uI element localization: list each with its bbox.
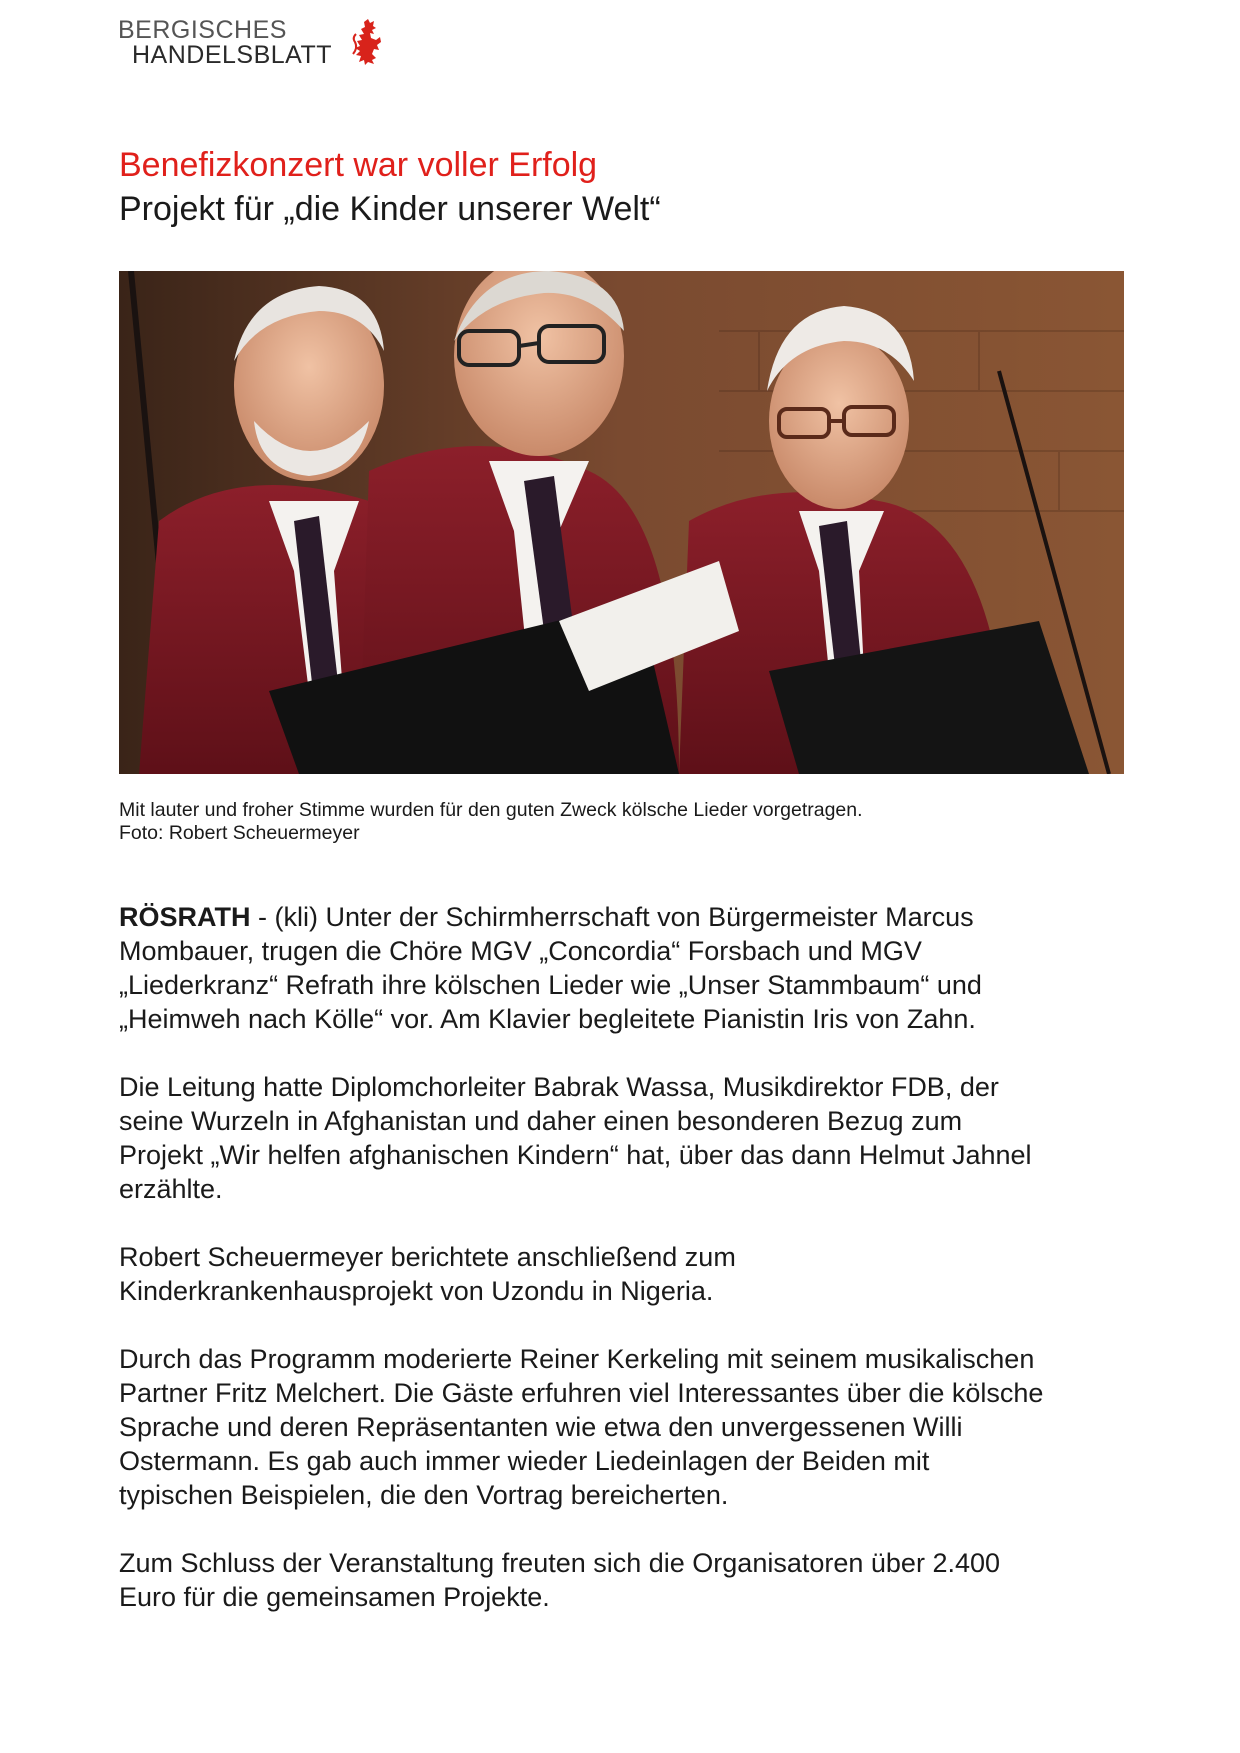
- article-headline: Projekt für „die Kinder unserer Welt“: [119, 190, 661, 228]
- paragraph-line: Die Leitung hatte Diplomchorleiter Babrak Wassa, Musikdirektor FDB, der: [119, 1072, 999, 1102]
- dateline: RÖSRATH: [119, 902, 251, 932]
- paragraph-line: seine Wurzeln in Afghanistan und daher einen besonderen Bezug zum: [119, 1106, 963, 1136]
- logo-text-line2: HANDELSBLATT: [132, 41, 333, 69]
- paragraph-5: [119, 1546, 1129, 1614]
- paragraph-line: Robert Scheuermeyer berichtete anschließend zum: [119, 1242, 736, 1272]
- paragraph-line-text: - (kli) Unter der Schirmherrschaft von Bürgermeister Marcus: [250, 902, 974, 932]
- paragraph-line: Partner Fritz Melchert. Die Gäste erfuhren viel Interessantes über die kölsche: [119, 1378, 1044, 1408]
- article-body: [119, 900, 1129, 1648]
- paragraph-line: Zum Schluss der Veranstaltung freuten sich die Organisatoren über 2.400: [119, 1548, 1001, 1578]
- paragraph-line: Euro für die gemeinsamen Projekte.: [119, 1582, 550, 1612]
- paragraph-line: typischen Beispielen, die den Vortrag bereicherten.: [119, 1480, 729, 1510]
- paragraph-2: [119, 1070, 1129, 1206]
- paragraph-line: Kinderkrankenhausprojekt von Uzondu in Nigeria.: [119, 1276, 714, 1306]
- paragraph-1: [119, 900, 1129, 1036]
- logo-text-line1: BERGISCHES: [118, 16, 287, 44]
- choir-photo-illustration: [119, 271, 1124, 774]
- paragraph-line: [119, 900, 1129, 934]
- paragraph-line: erzählte.: [119, 1174, 223, 1204]
- paragraph-line: „Heimweh nach Kölle“ vor. Am Klavier begleitete Pianistin Iris von Zahn.: [119, 1004, 976, 1034]
- paragraph-line: „Liederkranz“ Refrath ihre kölschen Lieder wie „Unser Stammbaum“ und: [119, 970, 982, 1000]
- paragraph-line: Sprache und deren Repräsentanten wie etwa den unvergessenen Willi: [119, 1412, 963, 1442]
- paragraph-line: Mombauer, trugen die Chöre MGV „Concordia“ Forsbach und MGV: [119, 936, 922, 966]
- paragraph-line: Durch das Programm moderierte Reiner Kerkeling mit seinem musikalischen: [119, 1344, 1035, 1374]
- caption-credit: Foto: Robert Scheuermeyer: [119, 822, 360, 844]
- paragraph-line: Projekt „Wir helfen afghanischen Kindern“ hat, über das dann Helmut Jahnel: [119, 1140, 1032, 1170]
- paragraph-3: [119, 1240, 1129, 1308]
- photo-caption: [119, 799, 863, 845]
- paragraph-line: Ostermann. Es gab auch immer wieder Liedeinlagen der Beiden mit: [119, 1446, 930, 1476]
- caption-text: Mit lauter und froher Stimme wurden für den guten Zweck kölsche Lieder vorgetragen.: [119, 799, 863, 821]
- lion-rampant-icon: [350, 18, 384, 66]
- article-kicker: Benefizkonzert war voller Erfolg: [119, 146, 598, 184]
- paragraph-4: [119, 1342, 1129, 1512]
- article-photo: [119, 271, 1124, 774]
